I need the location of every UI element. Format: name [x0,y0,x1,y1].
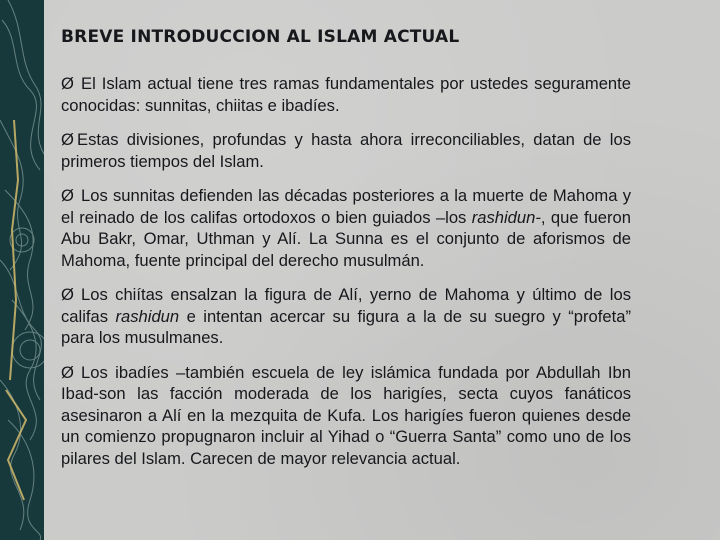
slide-title: BREVE INTRODUCCION AL ISLAM ACTUAL [61,27,460,47]
bullet-italic-term: rashidun [115,306,180,326]
bullet-item [61,362,631,470]
bullet-text: , que fueron Abu Bakr, Omar, Uthman y Alí. La Sunna es el conjunto de aforismos de Mahoma, fuente principal del derecho musulmán. [61,207,631,270]
bullet-item [61,185,631,271]
bullet-text: Los chiítas ensalzan la figura de Alí, yerno de Mahoma y último de los califas [61,285,631,326]
arrow-bullet-icon: Ø [61,285,74,304]
bullet-item [61,284,631,349]
bullet-item [61,73,631,116]
bullet-text: Los sunnitas defienden las décadas posteriores a la muerte de Mahoma y el reinado de los califas ortodoxos o bien guiados –los [61,186,631,227]
slide-panel [44,0,720,540]
bullet-text: El Islam actual tiene tres ramas fundamentales por ustedes seguramente conocidas: sunnitas, chiitas e ibadíes. [61,74,631,115]
arrow-bullet-icon: Ø [61,74,74,93]
bullet-item [61,129,631,172]
bullet-text: Estas divisiones, profundas y hasta ahora irreconciliables, datan de los primeros tiempos del Islam. [61,130,631,171]
arrow-bullet-icon: Ø [61,186,74,205]
bullet-italic-term: rashidun- [471,207,541,227]
arrow-bullet-icon: Ø [61,130,74,149]
bullet-text: Los ibadíes –también escuela de ley islámica fundada por Abdullah Ibn Ibad-son las facción moderada de los harigíes, secta cuyos fanáticos asesinaron a Alí en la mezquita de Kufa. Los harigíes fueron quienes desde un comienzo propugnaron incluir al Yihad o “Guerra Santa” como uno de los pilares del Islam. Carecen de mayor relevancia actual. [61,362,631,468]
bullet-text: e intentan acercar su figura a la de su suegro y “profeta” para los musulmanes. [61,306,631,347]
bullet-list [61,73,631,482]
arrow-bullet-icon: Ø [61,362,74,382]
